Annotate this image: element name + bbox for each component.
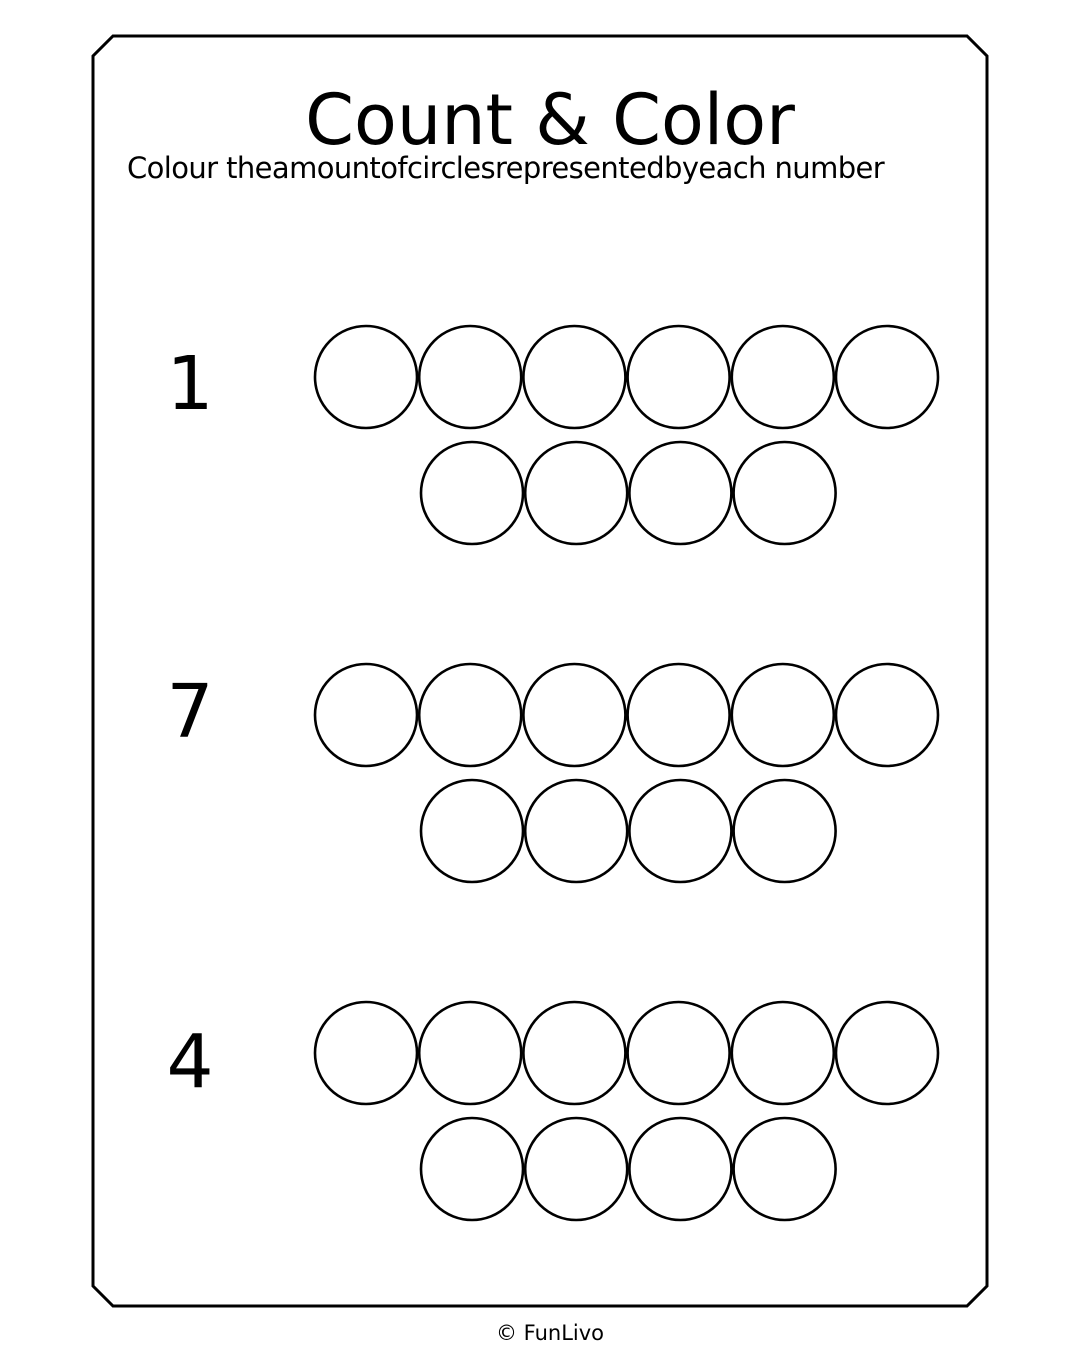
row-number-1: 1	[166, 341, 214, 427]
circle-row-1-10[interactable]	[734, 442, 836, 544]
circle-row-3-8[interactable]	[525, 1118, 627, 1220]
circle-row-3-1[interactable]	[315, 1002, 417, 1104]
circle-row-1-6[interactable]	[836, 326, 938, 428]
circle-row-1-5[interactable]	[732, 326, 834, 428]
circle-row-2-10[interactable]	[734, 780, 836, 882]
circle-row-2-9[interactable]	[629, 780, 731, 882]
circle-row-2-5[interactable]	[732, 664, 834, 766]
circle-row-2-1[interactable]	[315, 664, 417, 766]
circle-row-1-9[interactable]	[629, 442, 731, 544]
circle-row-3-6[interactable]	[836, 1002, 938, 1104]
circle-row-2-8[interactable]	[525, 780, 627, 882]
circle-row-3-2[interactable]	[419, 1002, 521, 1104]
circle-row-1-7[interactable]	[421, 442, 523, 544]
circle-row-1-3[interactable]	[523, 326, 625, 428]
row-number-2: 7	[166, 669, 214, 755]
circle-row-2-4[interactable]	[628, 664, 730, 766]
circle-row-1-1[interactable]	[315, 326, 417, 428]
circle-row-1-2[interactable]	[419, 326, 521, 428]
row-number-3: 4	[166, 1019, 214, 1105]
circle-row-3-5[interactable]	[732, 1002, 834, 1104]
circle-row-3-10[interactable]	[734, 1118, 836, 1220]
circle-row-1-4[interactable]	[628, 326, 730, 428]
worksheet-title: Count & Color	[305, 79, 795, 161]
circle-row-2-3[interactable]	[523, 664, 625, 766]
circle-row-3-9[interactable]	[629, 1118, 731, 1220]
circle-row-3-3[interactable]	[523, 1002, 625, 1104]
circle-row-2-2[interactable]	[419, 664, 521, 766]
circle-row-1-8[interactable]	[525, 442, 627, 544]
circle-row-2-6[interactable]	[836, 664, 938, 766]
copyright-footer: © FunLivo	[495, 1321, 605, 1345]
worksheet-instruction: Colour theamountofcirclesrepresentedbyeach number	[127, 151, 885, 185]
circle-row-2-7[interactable]	[421, 780, 523, 882]
circle-row-3-4[interactable]	[628, 1002, 730, 1104]
circle-row-3-7[interactable]	[421, 1118, 523, 1220]
